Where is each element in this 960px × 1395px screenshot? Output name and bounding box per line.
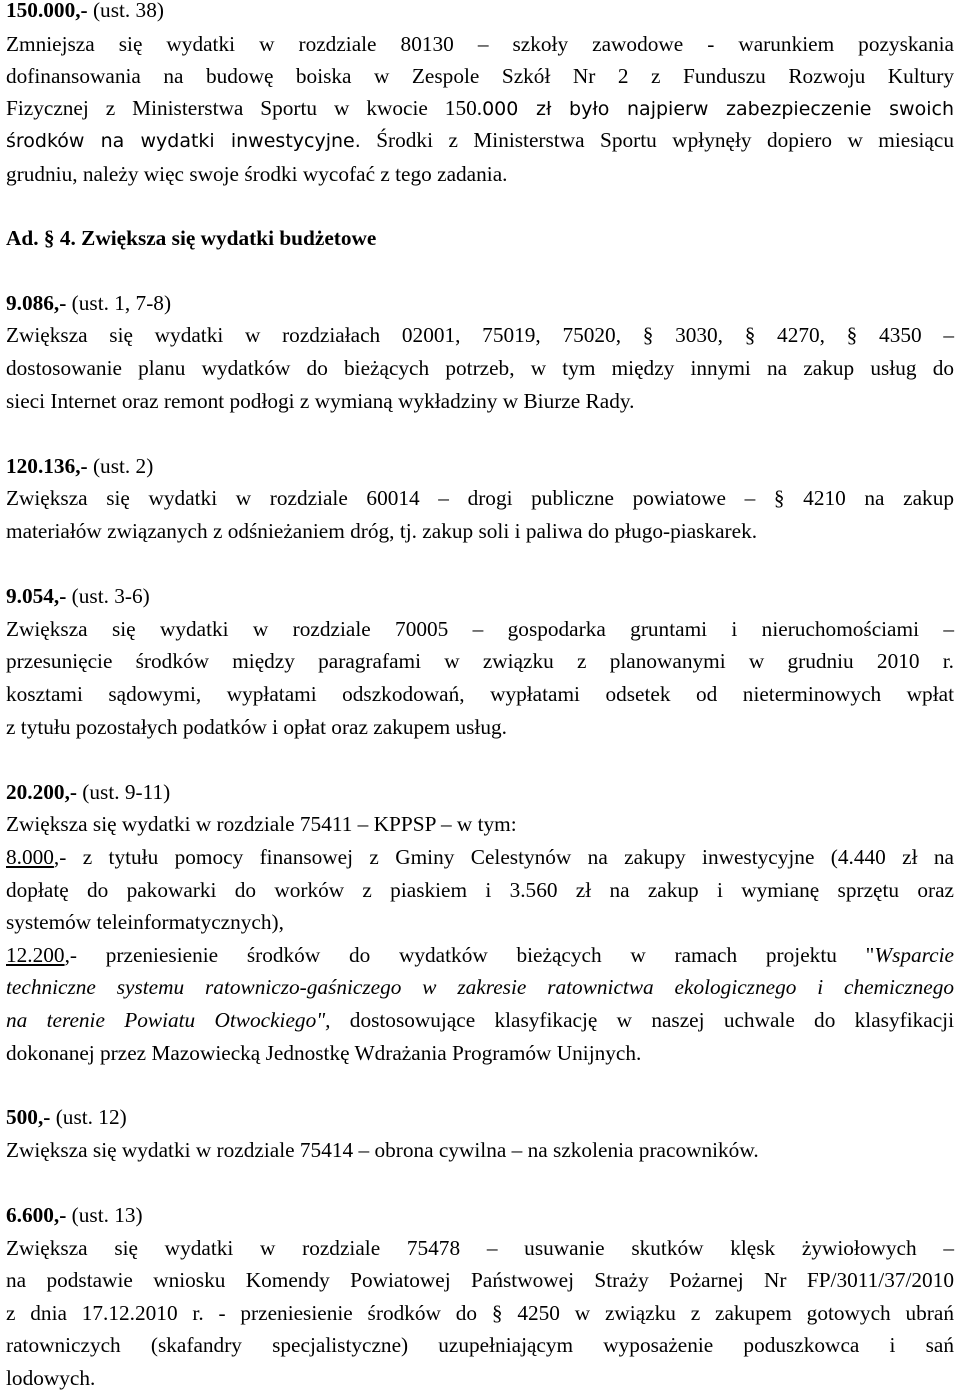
text-run: Zmniejsza się wydatki w rozdziale 80130 – szkoły zawodowe - warunkiem pozyskania	[6, 32, 954, 56]
text-run: 9.054,-	[6, 584, 67, 608]
paragraph-line	[6, 939, 954, 972]
paragraph-line	[6, 92, 954, 126]
text-run: 20.200,-	[6, 780, 77, 804]
text-run: Fizycznej z Ministerstwa Sportu w kwocie 150.	[6, 96, 483, 120]
text-run: (ust. 12)	[50, 1105, 127, 1129]
text-run: systemów teleinformatycznych),	[6, 910, 284, 934]
amount-heading	[6, 580, 954, 613]
paragraph-line	[6, 841, 954, 874]
paragraph-line	[6, 971, 954, 1004]
text-run: ratowniczych (skafandry specjalistyczne) uzupełniającym wyposażenie poduszkowca i sań	[6, 1333, 954, 1357]
text-run: sieci Internet oraz remont podłogi z wymianą wykładziny w Biurze Rady.	[6, 389, 635, 413]
text-run: Zwiększa się wydatki w rozdziale 75478 – usuwanie skutków klęsk żywiołowych –	[6, 1236, 954, 1260]
paragraph-line	[6, 808, 954, 841]
text-run: (ust. 38)	[87, 0, 164, 22]
text-run: Zwiększa się wydatki w rozdziale 70005 – gospodarka gruntami i nieruchomościami –	[6, 617, 954, 641]
text-run: 500,-	[6, 1105, 51, 1129]
text-run: z dnia 17.12.2010 r. - przeniesienie środków do § 4250 w związku z zakupem gotowych ubrań	[6, 1301, 954, 1325]
paragraph-line	[6, 711, 954, 744]
paragraph-line	[6, 385, 954, 418]
text-run: Zwiększa się wydatki w rozdziale 60014 – drogi publiczne powiatowe – § 4210 na zakup	[6, 486, 954, 510]
text-run: Zwiększa się wydatki w rozdziale 75414 – obrona cywilna – na szkolenia pracowników.	[6, 1138, 759, 1162]
paragraph-line	[6, 906, 954, 939]
text-run: 000 zł było najpierw zabezpieczenie swoich	[482, 98, 954, 120]
text-run: z tytułu pozostałych podatków i opłat oraz zakupem usług.	[6, 715, 507, 739]
amount-heading	[6, 287, 954, 320]
text-run: (ust. 9-11)	[76, 780, 171, 804]
text-run: 150.000,-	[6, 0, 88, 22]
paragraph-line	[6, 1037, 954, 1070]
text-run: materiałów związanych z odśnieżaniem dróg, tj. zakup soli i paliwa do pługo-piaskarek.	[6, 519, 758, 543]
text-run: dopłatę do pakowarki do worków z piaskiem i 3.560 zł na zakup i wymianę sprzętu oraz	[6, 878, 954, 902]
paragraph-line	[6, 515, 954, 548]
text-run: 12.200	[6, 943, 65, 967]
paragraph-line	[6, 1329, 954, 1362]
paragraph-line	[6, 1264, 954, 1297]
text-run: na terenie Powiatu Otwockiego",	[6, 1008, 331, 1032]
paragraph-line	[6, 613, 954, 646]
text-run: (ust. 13)	[66, 1203, 143, 1227]
text-run: Zwiększa się wydatki w rozdziałach 02001, 75019, 75020, § 3030, § 4270, § 4350 –	[6, 323, 954, 347]
paragraph-line	[6, 482, 954, 515]
text-run: (ust. 3-6)	[66, 584, 150, 608]
text-run: 8.000	[6, 845, 54, 869]
paragraph-line	[6, 1134, 954, 1167]
text-run: techniczne systemu ratowniczo-gaśniczego w zakresie ratownictwa ekologicznego i chemicznego	[6, 975, 954, 999]
amount-heading	[6, 776, 954, 809]
paragraph-line	[6, 28, 954, 61]
text-run: Wsparcie	[874, 943, 954, 967]
paragraph-line	[6, 874, 954, 907]
text-run: Środki z Ministerstwa Sportu wpłynęły dopiero w miesiącu	[360, 128, 954, 152]
amount-heading	[6, 1199, 954, 1232]
paragraph-line	[6, 1232, 954, 1265]
text-run: (ust. 2)	[87, 454, 154, 478]
text-run: na podstawie wniosku Komendy Powiatowej Państwowej Straży Pożarnej Nr FP/3011/37/2010	[6, 1268, 954, 1292]
section-heading	[6, 222, 954, 255]
text-run: Zwiększa się wydatki w rozdziale 75411 – KPPSP – w tym:	[6, 812, 517, 836]
paragraph-line	[6, 1297, 954, 1330]
text-run: dofinansowania na budowę boiska w Zespole Szkół Nr 2 z Funduszu Rozwoju Kultury	[6, 64, 954, 88]
text-run: kosztami sądowymi, wypłatami odszkodowań, wypłatami odsetek od nieterminowych wpłat	[6, 682, 954, 706]
paragraph-line	[6, 60, 954, 93]
amount-heading	[6, 450, 954, 483]
amount-heading	[6, 1101, 954, 1134]
text-run: dostosowanie planu wydatków do bieżących potrzeb, w tym między innymi na zakup usług do	[6, 356, 954, 380]
paragraph-line	[6, 1004, 954, 1037]
paragraph-line	[6, 158, 954, 191]
paragraph-line	[6, 1362, 954, 1395]
paragraph-line	[6, 352, 954, 385]
text-run: Ad. § 4. Zwiększa się wydatki budżetowe	[6, 226, 377, 250]
paragraph-line	[6, 319, 954, 352]
text-run: lodowych.	[6, 1366, 96, 1390]
paragraph-line	[6, 678, 954, 711]
text-run: przesunięcie środków między paragrafami w związku z planowanymi w grudniu 2010 r.	[6, 649, 954, 673]
text-run: 120.136,-	[6, 454, 88, 478]
text-run: 6.600,-	[6, 1203, 67, 1227]
text-run: (ust. 1, 7-8)	[66, 291, 172, 315]
paragraph-line	[6, 645, 954, 678]
text-run: ,- przeniesienie środków do wydatków bieżących w ramach projektu "	[64, 943, 875, 967]
text-run: ,- z tytułu pomocy finansowej z Gminy Celestynów na zakupy inwestycyjne (4.440 zł na	[53, 845, 954, 869]
text-run: grudniu, należy więc swoje środki wycofać z tego zadania.	[6, 162, 508, 186]
amount-heading	[6, 0, 954, 27]
text-run: dokonanej przez Mazowiecką Jednostkę Wdrażania Programów Unijnych.	[6, 1041, 642, 1065]
text-run: dostosowujące klasyfikację w naszej uchwale do klasyfikacji	[330, 1008, 954, 1032]
paragraph-line	[6, 124, 954, 158]
text-run: 9.086,-	[6, 291, 67, 315]
text-run: środków na wydatki inwestycyjne.	[6, 130, 361, 152]
